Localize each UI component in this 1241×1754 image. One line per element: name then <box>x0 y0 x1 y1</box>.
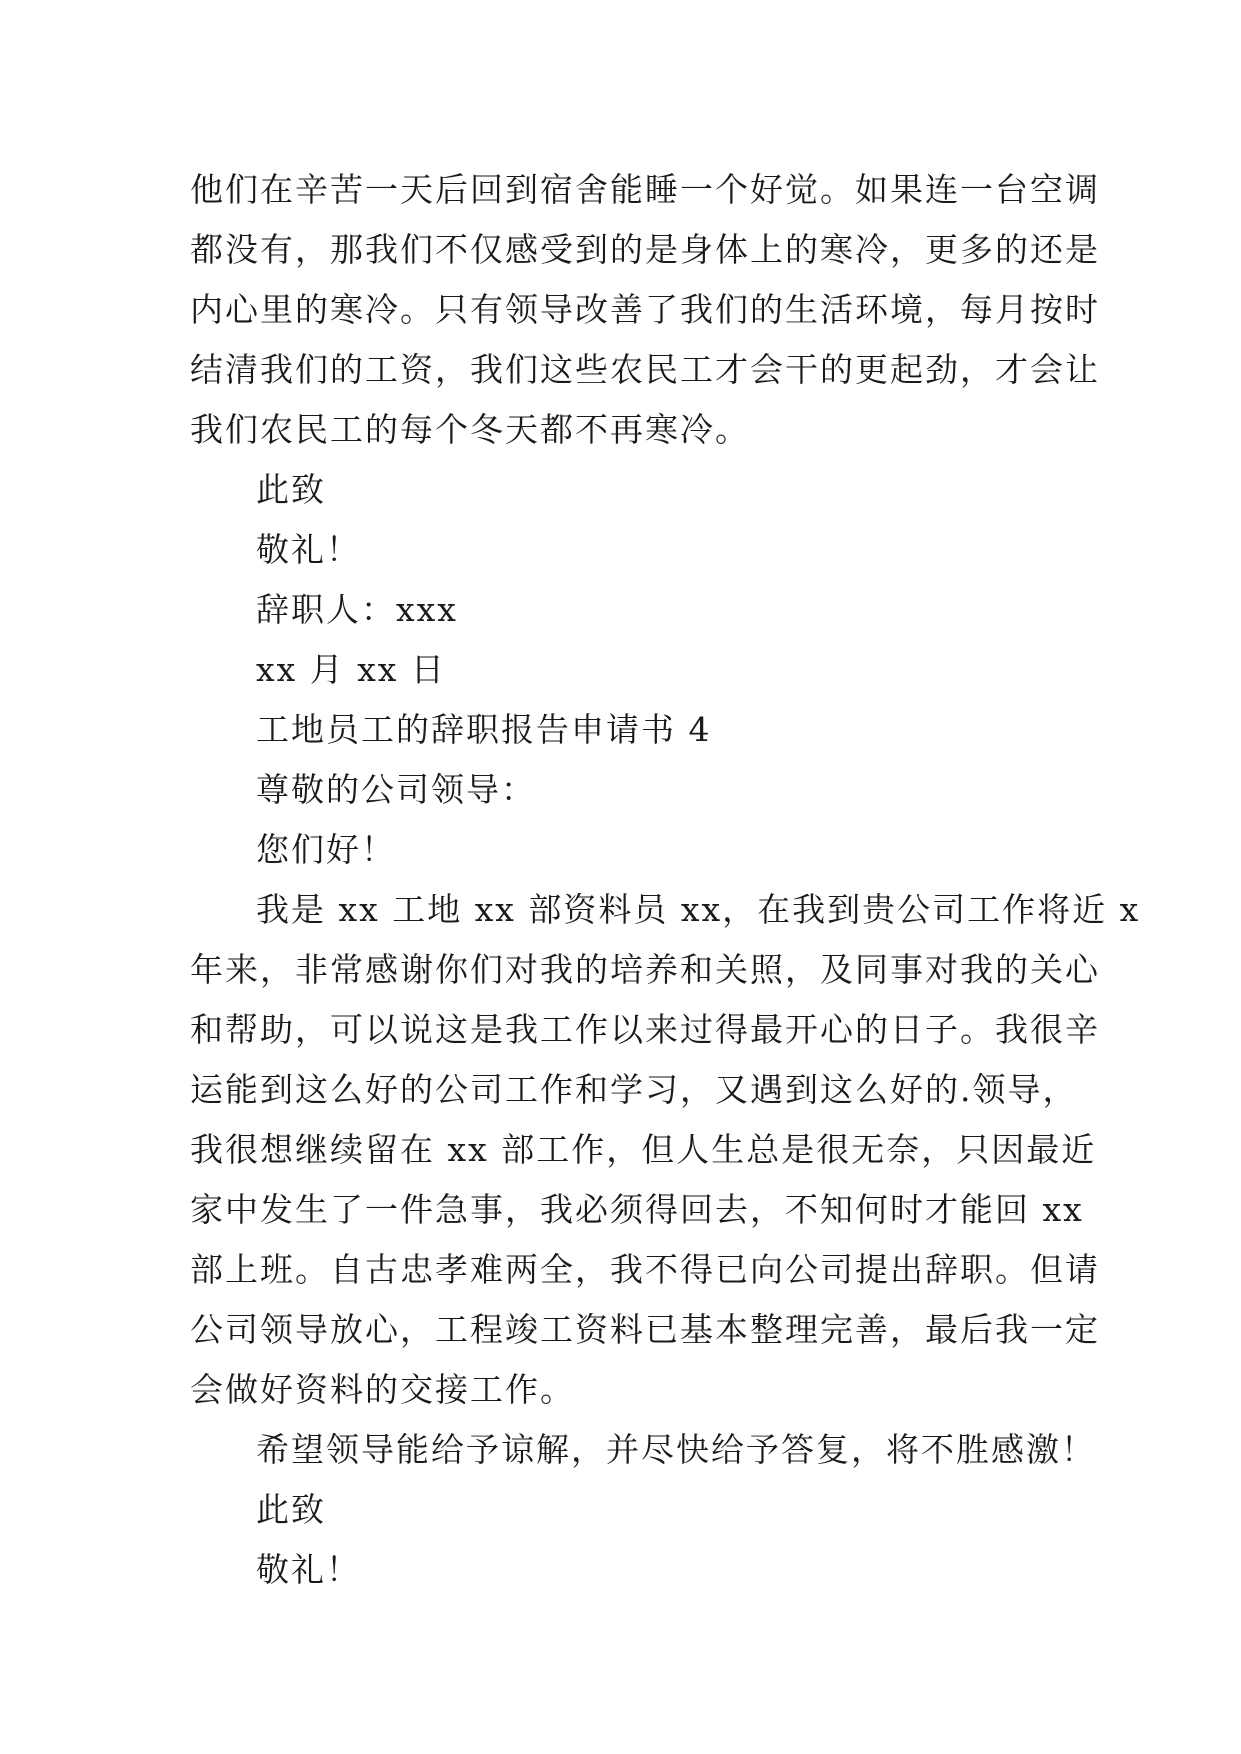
paragraph-line: 年来，非常感谢你们对我的培养和关照，及同事对我的关心 <box>190 950 1100 989</box>
paragraph-line: 结清我们的工资，我们这些农民工才会干的更起劲，才会让 <box>190 350 1100 389</box>
signature-date: xx 月 xx 日 <box>256 650 446 689</box>
paragraph-line: 会做好资料的交接工作。 <box>190 1370 575 1409</box>
paragraph-line: 他们在辛苦一天后回到宿舍能睡一个好觉。如果连一台空调 <box>190 170 1100 209</box>
paragraph-line: 都没有，那我们不仅感受到的是身体上的寒冷，更多的还是 <box>190 230 1100 269</box>
paragraph-line: 我们农民工的每个冬天都不再寒冷。 <box>190 410 750 449</box>
paragraph-line: 家中发生了一件急事，我必须得回去，不知何时才能回 xx <box>190 1190 1084 1229</box>
signer-name: 辞职人：xxx <box>256 590 458 629</box>
paragraph-line: 我是 xx 工地 xx 部资料员 xx，在我到贵公司工作将近 x <box>256 890 1141 929</box>
section-title: 工地员工的辞职报告申请书 4 <box>256 710 712 749</box>
paragraph-line: 公司领导放心，工程竣工资料已基本整理完善，最后我一定 <box>190 1310 1100 1349</box>
paragraph-line: 运能到这么好的公司工作和学习，又遇到这么好的.领导， <box>190 1070 1078 1109</box>
letter-body <box>190 160 1141 1600</box>
greeting: 您们好！ <box>256 830 396 869</box>
paragraph-line: 和帮助，可以说这是我工作以来过得最开心的日子。我很辛 <box>190 1010 1100 1049</box>
paragraph-line: 我很想继续留在 xx 部工作，但人生总是很无奈，只因最近 <box>190 1130 1097 1169</box>
salutation: 敬礼！ <box>256 1550 361 1589</box>
closing-phrase: 此致 <box>256 1490 326 1529</box>
closing-phrase: 此致 <box>256 470 326 509</box>
recipient-greeting: 尊敬的公司领导： <box>256 770 536 809</box>
paragraph-2 <box>190 880 1141 1420</box>
salutation: 敬礼！ <box>256 530 361 569</box>
paragraph-3: 希望领导能给予谅解，并尽快给予答复，将不胜感激！ <box>256 1430 1096 1469</box>
paragraph-line: 部上班。自古忠孝难两全，我不得已向公司提出辞职。但请 <box>190 1250 1100 1289</box>
paragraph-line: 内心里的寒冷。只有领导改善了我们的生活环境，每月按时 <box>190 290 1100 329</box>
paragraph-1 <box>190 160 1100 460</box>
